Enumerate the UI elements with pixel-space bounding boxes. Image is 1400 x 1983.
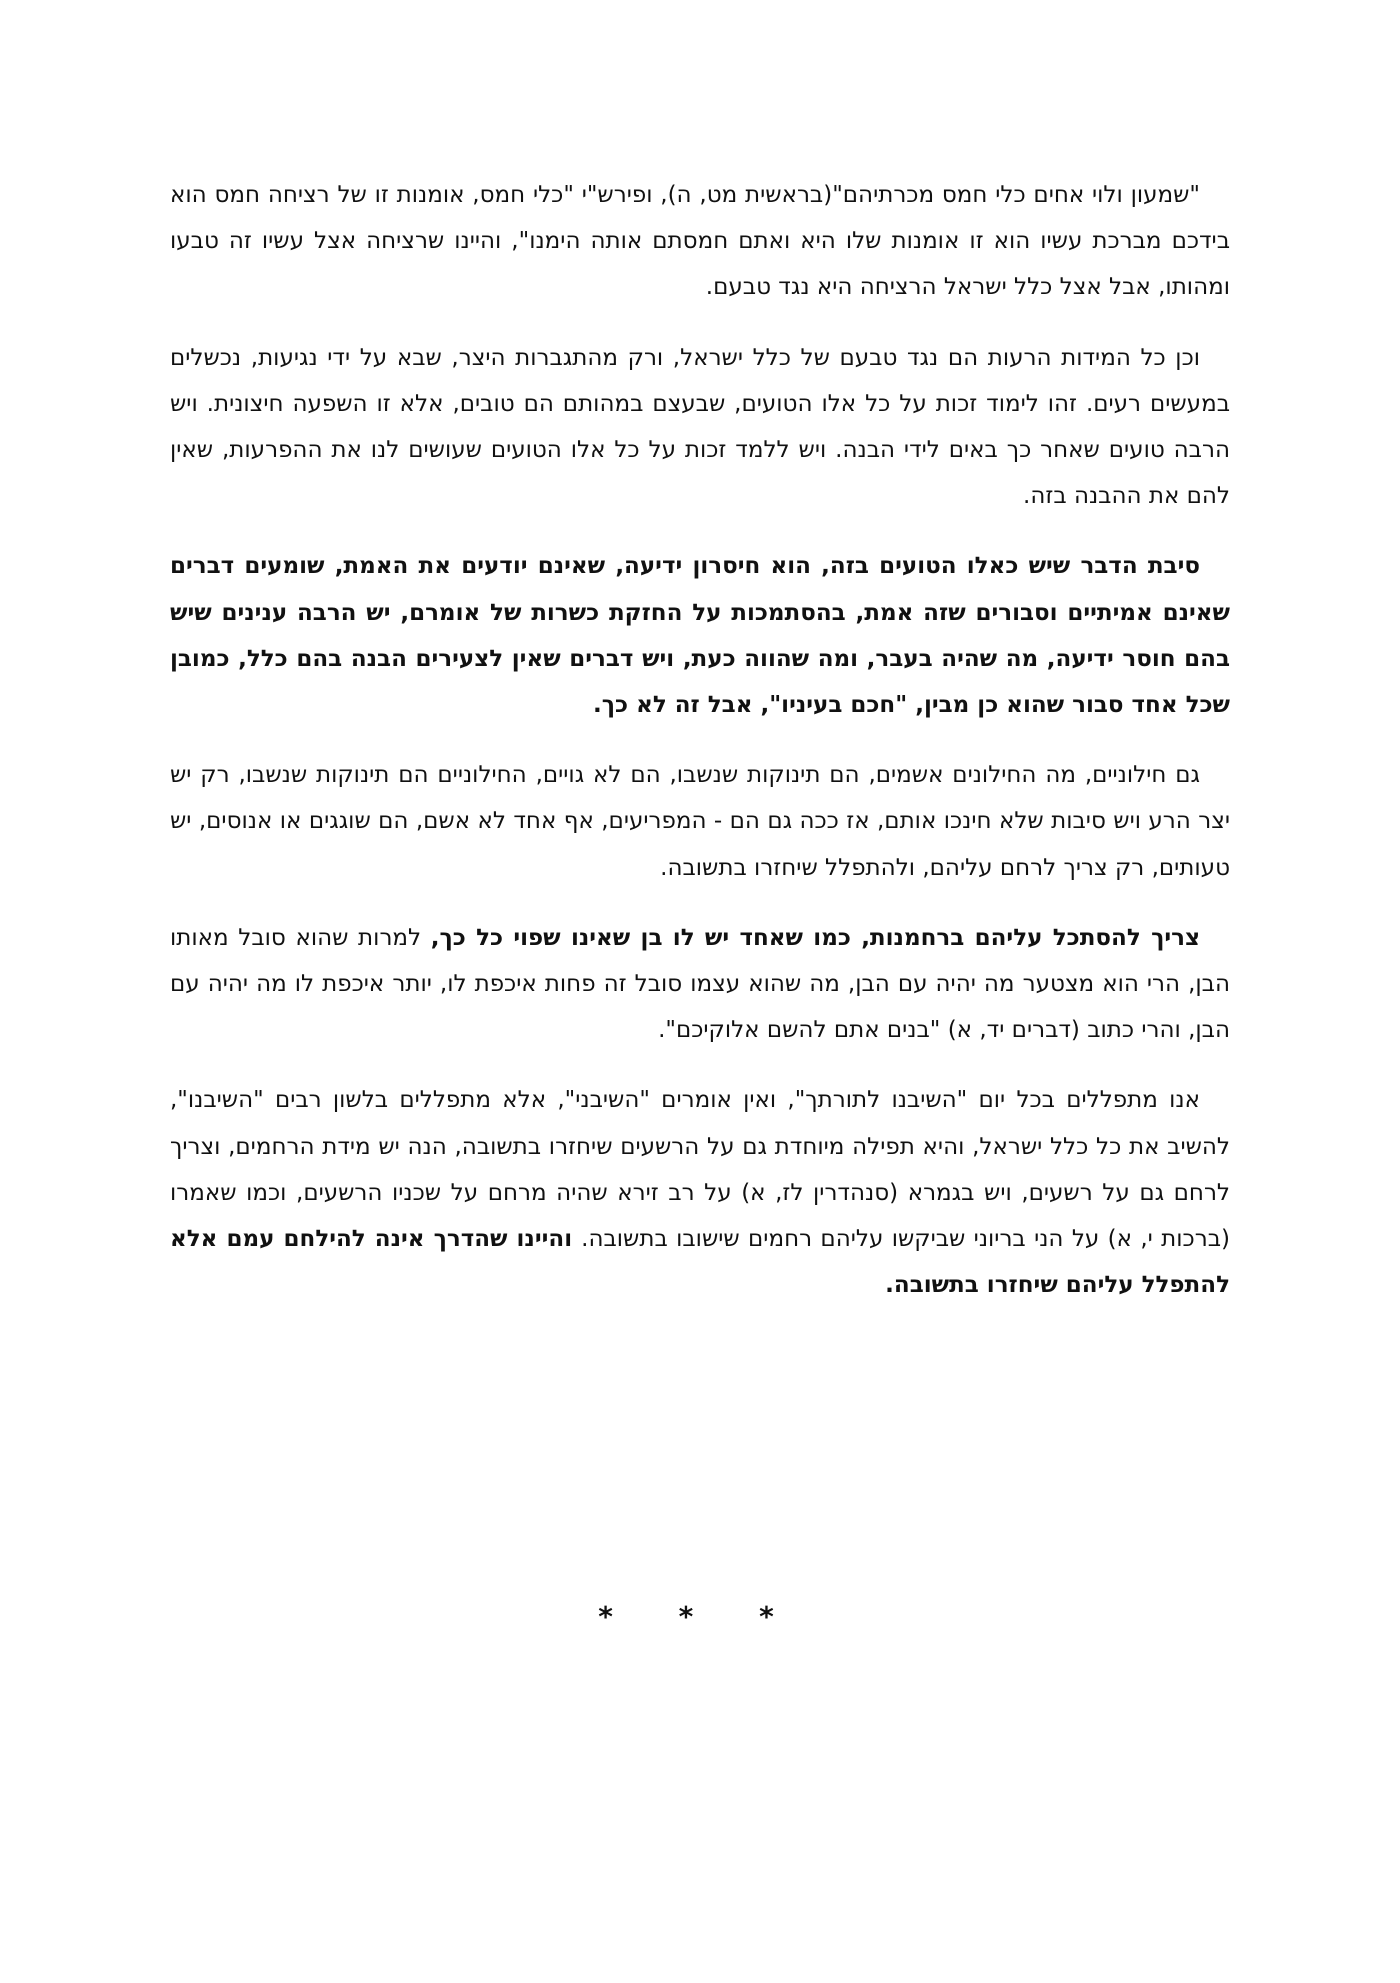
section-separator: * * * [598,1600,802,1633]
paragraph-6 [170,1077,1230,1308]
paragraph-1 [170,172,1230,311]
paragraph-3-text: סיבת הדבר שיש כאלו הטועים בזה, הוא חיסרון ידיעה, שאינם יודעים את האמת, שומעים דברים שאינם אמיתיים וסבורים שזה אמת, בהסתמכות על החזקת כשרות של אומרם, יש הרבה ענינים שיש בהם חוסר ידיעה, מה שהיה בעבר, ומה שהווה כעת, ויש דברים שאין לצעירים הבנה בהם כלל, כמובן שכל אחד סבור שהוא כן מבין, "חכם בעיניו", אבל זה לא כך. [170,553,1230,719]
paragraph-6-bold-tail: והיינו שהדרך אינה להילחם עמם אלא להתפלל עליהם שיחזרו בתשובה. [170,1226,1230,1299]
paragraph-2-text: וכן כל המידות הרעות הם נגד טבעם של כלל ישראל, ורק מהתגברות היצר, שבא על ידי נגיעות, נכשלים במעשים רעים. זהו לימוד זכות על כל אלו הטועים, שבעצם במהותם הם טובים, אלא זו השפעה חיצונית. ויש הרבה טועים שאחר כך באים לידי הבנה. ויש ללמד זכות על כל אלו הטועים שעושים לנו את ההפרעות, שאין להם את ההבנה בזה. [170,344,1230,510]
paragraph-6-text: אנו מתפללים בכל יום "השיבנו לתורתך", ואין אומרים "השיבני", אלא מתפללים בלשון רבים "השיבנו", להשיב את כל כלל ישראל, והיא תפילה מיוחדת גם על הרשעים שיחזרו בתשובה, הנה יש מידת הרחמים, וצריך לרחם גם על רשעים, ויש בגמרא (סנהדרין לז, א) על רב זירא שהיה מרחם על שכניו הרשעים, וכמו שאמרו (ברכות י, א) על הני בריוני שביקשו עליהם רחמים שישובו בתשובה. [170,1087,1230,1253]
paragraph-4 [170,752,1230,891]
paragraph-4-text: גם חילוניים, מה החילונים אשמים, הם תינוקות שנשבו, הם לא גויים, החילוניים הם תינוקות שנשבו, רק יש יצר הרע ויש סיבות שלא חינכו אותם, אז ככה גם הם - המפריעים, אף אחד לא אשם, הם שוגגים או אנוסים, יש טעותים, רק צריך לרחם עליהם, ולהתפלל שיחזרו בתשובה. [170,762,1230,881]
paragraph-2 [170,335,1230,520]
paragraph-1-text: "שמעון ולוי אחים כלי חמס מכרתיהם"(בראשית מט, ה), ופירש"י "כלי חמס, אומנות זו של רציחה חמס הוא בידכם מברכת עשיו הוא זו אומנות שלו היא ואתם חמסתם אותה הימנו", והיינו שרציחה אצל עשיו זה טבעו ומהותו, אבל אצל כלל ישראל הרציחה היא נגד טבעם. [170,182,1230,301]
paragraph-3 [170,543,1230,728]
paragraph-5-text: למרות שהוא סובל מאותו הבן, הרי הוא מצטער מה יהיה עם הבן, מה שהוא עצמו סובל זה פחות איכפת לו, יותר איכפת לו מה יהיה עם הבן, והרי כתוב (דברים יד, א) "בנים אתם להשם אלוקיכם". [170,924,1230,1044]
paragraph-5 [170,915,1230,1054]
body-text [170,172,1230,1308]
paragraph-5-bold-run: צריך להסתכל עליהם ברחמנות, כמו שאחד יש לו בן שאינו שפוי כל כך, [430,924,1200,951]
